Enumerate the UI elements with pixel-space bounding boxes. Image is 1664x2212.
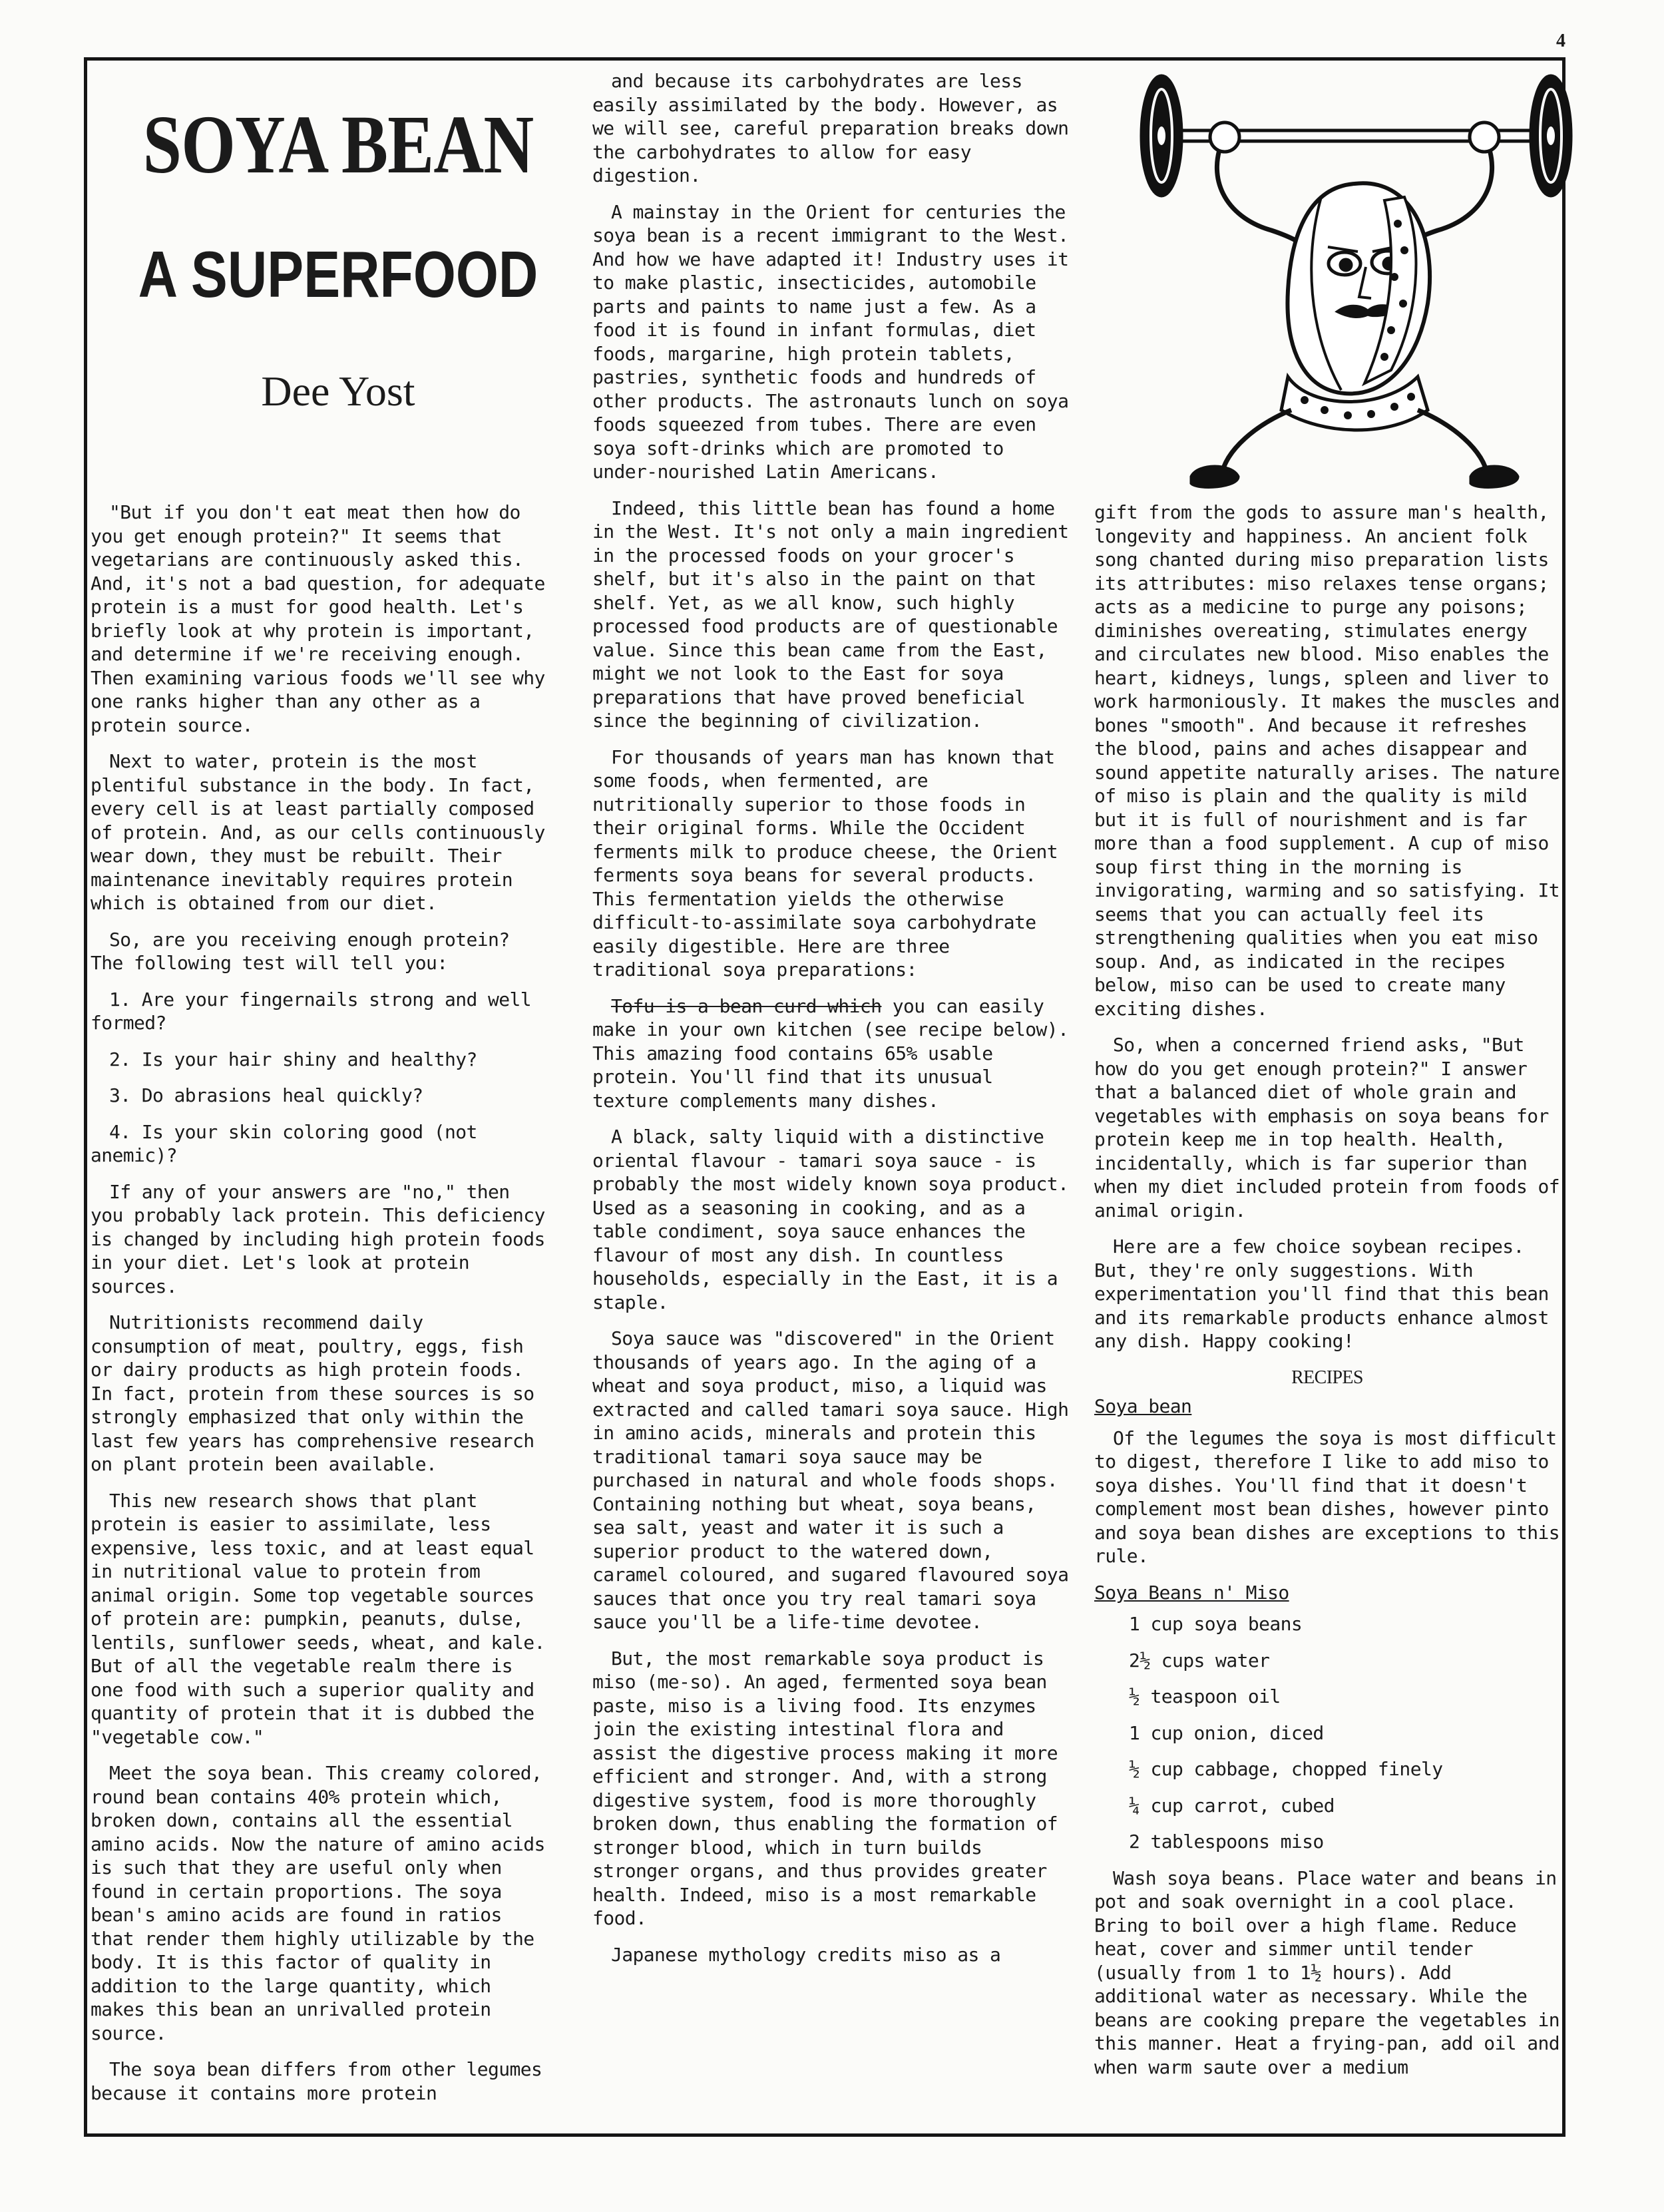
paragraph: So, are you receiving enough protein? The following test will tell you:	[91, 928, 510, 974]
tofu-text: you can easily make in your own kitchen (see recipe below). This amazing food contains 65% usable protein. You'll find that its unusual texture complements many dishes.	[592, 995, 1069, 1112]
right-shoe	[1471, 467, 1518, 487]
paragraph: Indeed, this little bean has found a home in the West. It's not only a main ingredient in the processed foods on your grocer's shelf, but it's also in the paint on that shelf. Yet, as we all know, such highly processed food products are of questionable value. Since this bean came from the East, might we not look to the East for soya preparations that have proved beneficial since the beginning of civilization.	[592, 497, 1069, 732]
left-fist	[1210, 122, 1239, 152]
paragraph: Soya sauce was "discovered" in the Orient thousands of years ago. In the aging of a wheat and soya product, miso, a liquid was extracted and called tamari soya sauce. High in amino acids, minerals and protein this traditional tamari soya sauce may be purchased in natural and whole foods shops. Containing nothing but wheat, soya beans, sea salt, yeast and water it is such a superior product to the watered down, caramel coloured, and sugared flavoured soya sauces that once you try real tamari soya sauce you'll be a life-time devotee.	[592, 1327, 1069, 1633]
author-byline: Dee Yost	[261, 367, 415, 415]
paragraph: "But if you don't eat meat then how do you get enough protein?" It seems that vegetarians are continuously asked this. And, it's not a bad question, for adequate protein is a must for good health. Let's briefly look at why protein is important, and determine if we're receiving enough. Then examining various foods we'll see why one ranks higher than any other as a protein source.	[91, 501, 545, 736]
paragraph: Meet the soya bean. This creamy colored, round bean contains 40% protein which, broken down, contains all the essential amino acids. Now the nature of amino acids is such that they are useful only when found in certain proportions. The soya bean's amino acids are found in ratios that render them highly utilizable by the body. It is this factor of quality in addition to the large quantity, which makes this bean an unrivalled protein source.	[91, 1762, 545, 2044]
paragraph: Wash soya beans. Place water and beans in pot and soak overnight in a cool place. Bring to boil over a high flame. Reduce heat, cover and simmer until tender (usually from 1 to 1½ hours). Add additional water as necessary. While the beans are cooking prepare the vegetables in this manner. Heat a frying-pan, add oil and when warm saute over a medium	[1094, 1867, 1560, 2078]
paragraph: A mainstay in the Orient for centuries the soya bean is a recent immigrant to the West. And how we have adapted it! Industry uses it to make plastic, insecticides, automobile parts and paints to name just a few. As a food it is found in infant formulas, diet foods, margarine, high protein tablets, pastries, synthetic foods and hundreds of other products. The astronauts lunch on soya foods squeezed from tubes. There are even soya soft-drinks which are promoted to under-nourished Latin Americans.	[592, 200, 1069, 483]
recipes-heading: RECIPES	[1291, 1367, 1363, 1388]
column-3	[1094, 501, 1560, 2092]
page-number: 4	[1556, 31, 1565, 51]
ingredient: ½ teaspoon oil	[1129, 1685, 1281, 1707]
left-shoe	[1191, 467, 1238, 487]
quiz-question-3: 3. Do abrasions heal quickly?	[109, 1084, 423, 1106]
paragraph: Here are a few choice soybean recipes. But, they're only suggestions. With experimentation you'll find that this bean and its remarkable products enhance almost any dish. Happy cooking!	[1094, 1235, 1549, 1352]
paragraph: Of the legumes the soya is most difficult to digest, therefore I like to add miso to soya dishes. You'll find that it doesn't complement most bean dishes, however pinto and soya bean dishes are exceptions to this rule.	[1094, 1427, 1560, 1567]
left-leg	[1221, 410, 1291, 477]
recipe-title: Soya bean	[1094, 1395, 1192, 1417]
ingredient: 1 cup onion, diced	[1129, 1721, 1324, 1744]
paragraph: Japanese mythology credits miso as a	[611, 1943, 1001, 1966]
headline: SOYA BEAN	[142, 99, 534, 191]
subheadline: A SUPERFOOD	[138, 238, 538, 311]
ingredient: 2½ cups water	[1129, 1649, 1270, 1671]
ingredient: 2 tablespoons miso	[1129, 1831, 1324, 1853]
paragraph: So, when a concerned friend asks, "But how do you get enough protein?" I answer that a balanced diet of whole grain and vegetables with emphasis on soya beans for protein keep me in top health. Health, incidentally, which is far superior than when my diet included protein from foods of animal origin.	[1094, 1034, 1560, 1221]
quiz-question-4: 4. Is your skin coloring good (not anemic)?	[91, 1120, 477, 1166]
ingredient: 1 cup soya beans	[1129, 1613, 1303, 1635]
paragraph: The soya bean differs from other legumes because it contains more protein	[91, 2058, 542, 2104]
paragraph: and because its carbohydrates are less easily assimilated by the body. However, as we will see, careful preparation breaks down the carbohydrates to allow for easy digestion.	[592, 70, 1069, 186]
paragraph: This new research shows that plant protein is easier to assimilate, less expensive, less toxic, and at least equal in nutritional value to protein from animal origin. Some top vegetable sources of protein are: pumpkin, peanuts, dulse, lentils, sunflower seeds, wheat, and kale. But of all the vegetable realm there is one food with such a superior quality and quantity of protein that it is dubbed the "vegetable cow."	[91, 1489, 545, 1748]
paragraph: But, the most remarkable soya product is miso (me-so). An aged, fermented soya bean paste, miso is a living food. Its enzymes join the existing intestinal flora and assist the digestive process making it more efficient and stronger. And, with a strong digestive system, food is more thoroughly broken down, thus enabling the formation of stronger blood, which in turn builds stronger organs, and thus provides greater health. Indeed, miso is a most remarkable food.	[592, 1647, 1058, 1929]
weightlifting-soya-bean-illustration	[1125, 64, 1584, 503]
ingredient: ¼ cup carrot, cubed	[1129, 1794, 1335, 1817]
tofu-struck-text: Tofu is a bean curd which	[611, 995, 882, 1017]
paragraph: For thousands of years man has known that some foods, when fermented, are nutritionally superior to those foods in their original forms. While the Occident ferments milk to produce cheese, the Orient ferments soya beans for several products. This fermentation yields the otherwise difficult-to-assimilate soya carbohydrate easily digestible. Here are three traditional soya preparations:	[592, 746, 1058, 981]
right-leg	[1418, 410, 1488, 477]
paragraph: gift from the gods to assure man's health, longevity and happiness. An ancient folk song chanted during miso preparation lists its attributes: miso relaxes tense organs; acts as a medicine to purge any poisons; diminishes overeating, stimulates energy and circulates new blood. Miso enables the heart, kidneys, lungs, spleen and liver to work harmoniously. It makes the muscles and bones "smooth". And because it refreshes the blood, pains and aches disappear and sound appetite naturally arises. The nature of miso is plain and the quality is mild but it is full of nourishment and is far more than a food supplement. A cup of miso soup first thing in the morning is invigorating, warming and so satisfying. It seems that you can actually feel its strengthening qualities when you eat miso soup. And, as indicated in the recipes below, miso can be used to create many exciting dishes.	[1094, 501, 1560, 1020]
paragraph: If any of your answers are "no," then you probably lack protein. This deficiency is changed by including high protein foods in your diet. Let's look at protein sources.	[91, 1180, 545, 1297]
quiz-question-1: 1. Are your fingernails strong and well formed?	[91, 988, 532, 1034]
paragraph: Nutritionists recommend daily consumption of meat, poultry, eggs, fish or dairy products as high protein foods. In fact, protein from these sources is so strongly emphasized that only within the last few years has comprehensive research on plant protein been available.	[91, 1311, 534, 1475]
column-1	[91, 501, 550, 2117]
tofu-paragraph	[592, 995, 1072, 1113]
column-2	[592, 69, 1072, 1979]
quiz-question-2: 2. Is your hair shiny and healthy?	[109, 1048, 477, 1070]
paragraph: Next to water, protein is the most plentiful substance in the body. In fact, every cell is at least partially composed of protein. And, as our cells continuously wear down, they must be rebuilt. Their maintenance inevitably requires protein which is obtained from our diet.	[91, 750, 545, 914]
paragraph: A black, salty liquid with a distinctive oriental flavour - tamari soya sauce - is probably the most widely known soya product. Used as a seasoning in cooking, and as a table condiment, soya sauce enhances the flavour of most any dish. In countless households, especially in the East, it is a staple.	[592, 1126, 1069, 1313]
right-fist	[1470, 122, 1499, 152]
ingredient: ½ cup cabbage, chopped finely	[1129, 1758, 1443, 1780]
recipe-title: Soya Beans n' Miso	[1094, 1581, 1289, 1604]
